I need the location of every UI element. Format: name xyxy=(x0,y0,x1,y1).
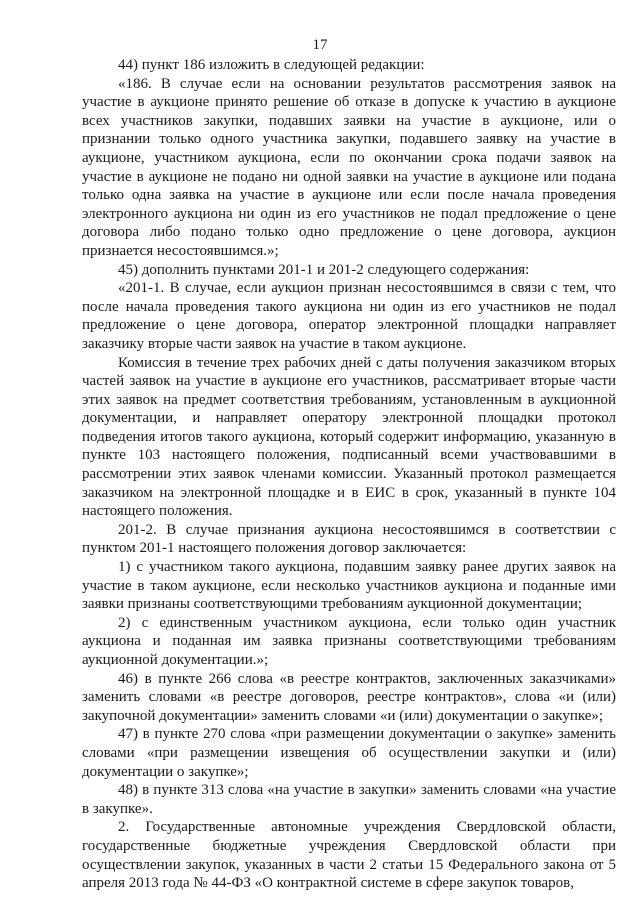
paragraph-point-201-1: «201-1. В случае, если аукцион признан несостоявшимся в связи с тем, что после начала проведения такого аукциона ни один из его участников не подал предложение о цене договора, оператор электронной площадки направляет заказчику вторые части заявок на участие в таком аукционе. xyxy=(82,280,616,352)
document-body xyxy=(82,56,616,893)
paragraph-item-48: 48) в пункте 313 слова «на участие в закупки» заменить словами «на участие в закупке». xyxy=(82,782,616,817)
page-number: 17 xyxy=(312,37,328,53)
paragraph-item-45: 45) дополнить пунктами 201-1 и 201-2 следующего содержания: xyxy=(118,261,530,278)
paragraph-commission: Комиссия в течение трех рабочих дней с даты получения заказчиком вторых частей заявок на участие в аукционе его участников, рассматривает вторые части этих заявок на предмет соответствия требованиям, установленным в аукционной документации, и направляет оператору электронной площадки протокол подведения итогов такого аукциона, который содержит информацию, указанную в пункте 103 настоящего положения, подписанный всеми участвовавшими в рассмотрении этих заявок членами комиссии. Указанный протокол размещается заказчиком на электронной площадке и в ЕИС в срок, указанный в пункте 104 настоящего положения. xyxy=(82,354,616,520)
paragraph-item-46: 46) в пункте 266 слова «в реестре контрактов, заключенных заказчиками» заменить словами «в реестре договоров, реестре контрактов», слова «и (или) закупочной документации» заменить словами «и (или) документации о закупке»; xyxy=(82,670,616,724)
paragraph-subitem-1: 1) с участником такого аукциона, подавшим заявку ранее других заявок на участие в таком аукционе, если несколько участников аукциона и поданные ими заявки признаны соответствующими требованиям аукционной документации; xyxy=(82,559,616,613)
paragraph-point-201-2: 201-2. В случае признания аукциона несостоявшимся в соответствии с пунктом 201-1 настоящего положения договор заключается: xyxy=(82,521,616,557)
paragraph-section-2: 2. Государственные автономные учреждения Свердловской области, государственные бюджетные учреждения Свердловской области при осуществлении закупок, указанных в части 2 статьи 15 Федерального закона от 5 апреля 2013 года № 44-ФЗ «О контрактной системе в сфере закупок товаров, xyxy=(82,819,616,892)
paragraph-subitem-2: 2) с единственным участником аукциона, если только один участник аукциона и поданная им заявка признаны соответствующими требованиям аукционной документации.»; xyxy=(82,614,616,668)
paragraph-item-44: 44) пункт 186 изложить в следующей редакции: xyxy=(118,57,425,73)
paragraph-item-47: 47) в пункте 270 слова «при размещении документации о закупке» заменить словами «при размещении извещения об осуществлении закупки и (или) документации о закупке»; xyxy=(82,726,616,780)
paragraph-point-186: «186. В случае если на основании результатов рассмотрения заявок на участие в аукционе принято решение об отказе в допуске к участию в аукционе всех участников закупки, подавших заявки на участие в аукционе, или о признании только одного участника закупки, подавшего заявку на участие в аукционе, участником аукциона, если по окончании срока подачи заявок на участие в аукционе не подано ни одной заявки на участие в аукционе или подана только одна заявка на участие в аукционе или если после начала проведения электронного аукциона ни один из его участников не подал предложение о цене договора либо подано только одно предложение о цене договора, аукцион признается несостоявшимся.»; xyxy=(82,75,616,259)
